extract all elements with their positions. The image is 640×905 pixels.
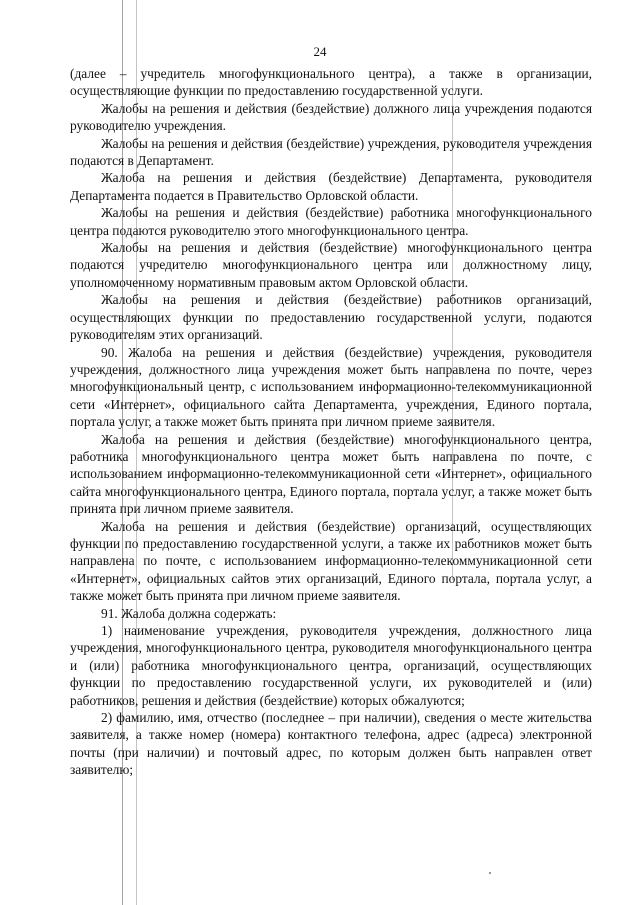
paragraph: Жалоба на решения и действия (бездействие) многофункционального центра, работника многофункционального центра может быть направлена по почте, с использованием информационно-телекоммуникационной сети «Интернет», официального сайта многофункционального центра, Единого портала, портала услуг, а также может быть принята при личном приеме заявителя. xyxy=(70,431,592,517)
paragraph: Жалобы на решения и действия (бездействие) должного лица учреждения подаются руководителю учреждения. xyxy=(70,100,592,134)
paragraph: (далее – учредитель многофункционального центра), а также в организации, осуществляющие функции по предоставлению государственной услуги. xyxy=(70,66,592,99)
paragraph: Жалобы на решения и действия (бездействие) учреждения, руководителя учреждения подаются в Департамент. xyxy=(70,135,592,169)
document-body xyxy=(70,65,592,779)
paragraph: 90. Жалоба на решения и действия (бездействие) учреждения, руководителя учреждения, должностного лица учреждения может быть направлена по почте, через многофункциональный центр, с использованием информационно-телекоммуникационной сети «Интернет», официального сайта Департамента, учреждения, Единого портала, портала услуг, а также может быть принята при личном приеме заявителя. xyxy=(70,344,592,430)
paragraph: 1) наименование учреждения, руководителя учреждения, должностного лица учреждения, многофункционального центра, руководителя многофункционального центра и (или) работника многофункционального центра, организаций, осуществляющих функции по предоставлению государственной услуги, их руководителей и (или) работников, решения и действия (бездействие) которых обжалуются; xyxy=(70,623,592,708)
paragraph: Жалобы на решения и действия (бездействие) работника многофункционального центра подаются руководителю этого многофункционального центра. xyxy=(70,205,592,238)
paragraph: 2) фамилию, имя, отчество (последнее – при наличии), сведения о месте жительства заявителя, а также номер (номера) контактного телефона, адрес (адреса) электронной почты (при наличии) и почтовый адрес, по которым должен быть направлен ответ заявителю; xyxy=(70,710,592,778)
paragraph: 91. Жалоба должна содержать: xyxy=(101,605,277,621)
paragraph: Жалоба на решения и действия (бездействие) организаций, осуществляющих функции по предоставлению государственной услуги, а также их работников может быть направлена по почте, с использованием информационно-телекоммуникационной сети «Интернет», официальных сайтов этих организаций, Единого портала, портала услуг, а также может быть принята при личном приеме заявителя. xyxy=(70,518,592,604)
scan-speck xyxy=(489,872,491,874)
page-number: 24 xyxy=(313,44,327,59)
paragraph: Жалобы на решения и действия (бездействие) многофункционального центра подаются учредителю многофункционального центра или должностному лицу, уполномоченному нормативным правовым актом Орловской области. xyxy=(70,240,592,290)
paragraph: Жалоба на решения и действия (бездействие) Департамента, руководителя Департамента подается в Правительство Орловской области. xyxy=(70,170,592,203)
paragraph: Жалобы на решения и действия (бездействие) работников организаций, осуществляющих функции по предоставлению государственной услуги, подаются руководителям этих организаций. xyxy=(70,292,592,343)
